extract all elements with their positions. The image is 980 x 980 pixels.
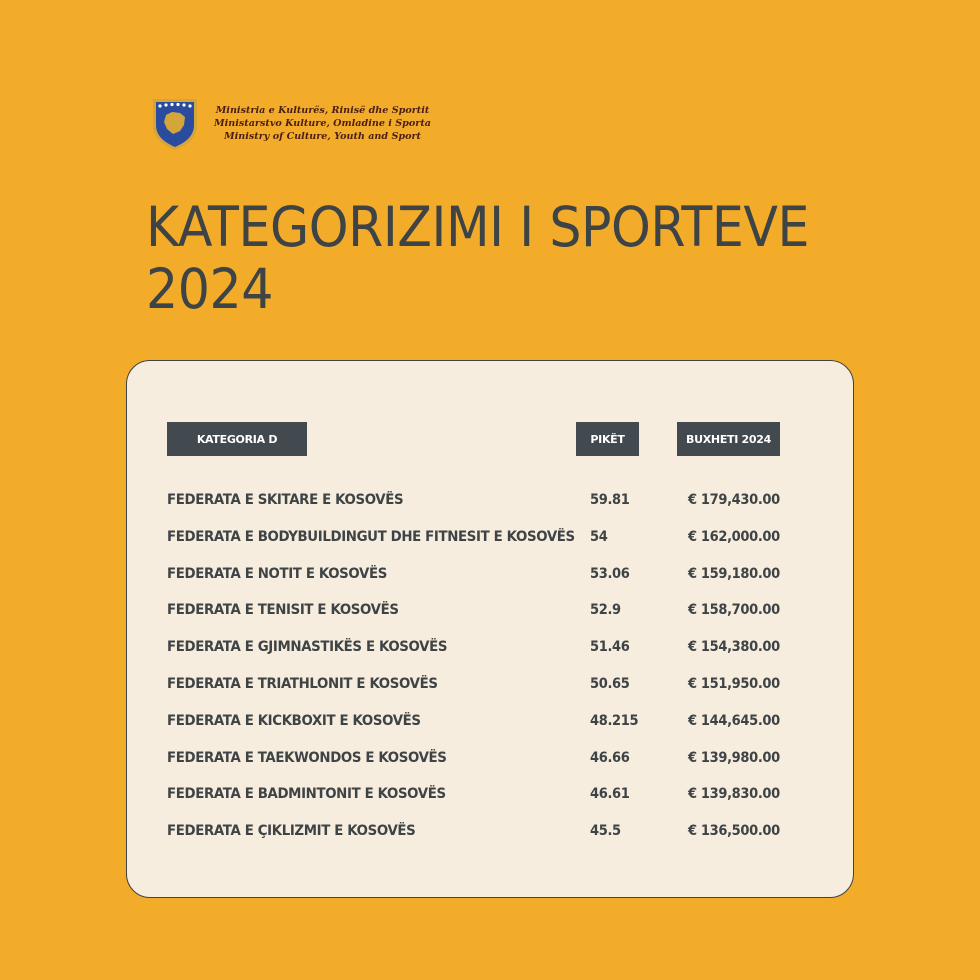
federation-budget: € 154,380.00: [688, 639, 780, 656]
page-title: [146, 196, 809, 320]
federation-points: 46.66: [590, 749, 630, 766]
table-row: [127, 566, 853, 603]
table-row: [127, 492, 853, 529]
federation-points: 59.81: [590, 492, 630, 508]
federation-name: FEDERATA E SKITARE E KOSOVËS: [167, 492, 404, 508]
federation-budget: € 158,700.00: [688, 602, 780, 619]
federation-name: FEDERATA E KICKBOXIT E KOSOVËS: [167, 712, 421, 729]
federation-name: FEDERATA E GJIMNASTIKËS E KOSOVËS: [167, 639, 448, 656]
table-row: [127, 676, 853, 713]
table-row: [127, 713, 853, 750]
ministry-name-english: Ministry of Culture, Youth and Sport: [224, 130, 421, 142]
table-row: [127, 529, 853, 566]
page-title-line-2: 2024: [146, 257, 273, 321]
federation-name: FEDERATA E TRIATHLONIT E KOSOVËS: [167, 675, 438, 692]
page-title-line-1: KATEGORIZIMI I SPORTEVE: [146, 195, 810, 259]
federation-name: FEDERATA E ÇIKLIZMIT E KOSOVËS: [167, 823, 416, 840]
ministry-header: [150, 95, 431, 151]
federation-points: 48.215: [590, 712, 639, 729]
federation-budget: € 139,980.00: [688, 749, 780, 766]
table-row: [127, 639, 853, 676]
ministry-name: [214, 104, 431, 143]
table-row: [127, 823, 853, 860]
federation-budget: € 139,830.00: [688, 786, 780, 803]
federation-name: FEDERATA E TENISIT E KOSOVËS: [167, 602, 399, 619]
ministry-name-serbian: Ministarstvo Kulture, Omladine i Sporta: [214, 117, 431, 129]
categorization-table-card: [126, 360, 854, 898]
federation-budget: € 144,645.00: [688, 712, 780, 729]
federation-points: 54: [590, 528, 608, 545]
federation-points: 46.61: [590, 786, 630, 803]
federation-budget: € 136,500.00: [688, 823, 780, 840]
table-body: [127, 492, 853, 860]
column-header-points: PIKËT: [576, 422, 639, 456]
federation-points: 50.65: [590, 675, 630, 692]
federation-name: FEDERATA E TAEKWONDOS E KOSOVËS: [167, 749, 447, 766]
federation-budget: € 159,180.00: [688, 565, 780, 582]
table-row: [127, 750, 853, 787]
kosovo-coat-of-arms-icon: [150, 95, 200, 151]
federation-budget: € 179,430.00: [688, 492, 780, 508]
ministry-name-albanian: Ministria e Kulturës, Rinisë dhe Sportit: [215, 104, 430, 116]
federation-points: 52.9: [590, 602, 621, 619]
federation-budget: € 151,950.00: [688, 675, 780, 692]
federation-name: FEDERATA E NOTIT E KOSOVËS: [167, 565, 387, 582]
table-row: [127, 602, 853, 639]
federation-name: FEDERATA E BADMINTONIT E KOSOVËS: [167, 786, 446, 803]
column-header-category: KATEGORIA D: [167, 422, 307, 456]
federation-budget: € 162,000.00: [688, 528, 780, 545]
table-row: [127, 786, 853, 823]
column-header-budget: BUXHETI 2024: [677, 422, 780, 456]
federation-name: FEDERATA E BODYBUILDINGUT DHE FITNESIT E KOSOVËS: [167, 528, 575, 545]
federation-points: 51.46: [590, 639, 630, 656]
federation-points: 45.5: [590, 823, 621, 840]
federation-points: 53.06: [590, 565, 630, 582]
